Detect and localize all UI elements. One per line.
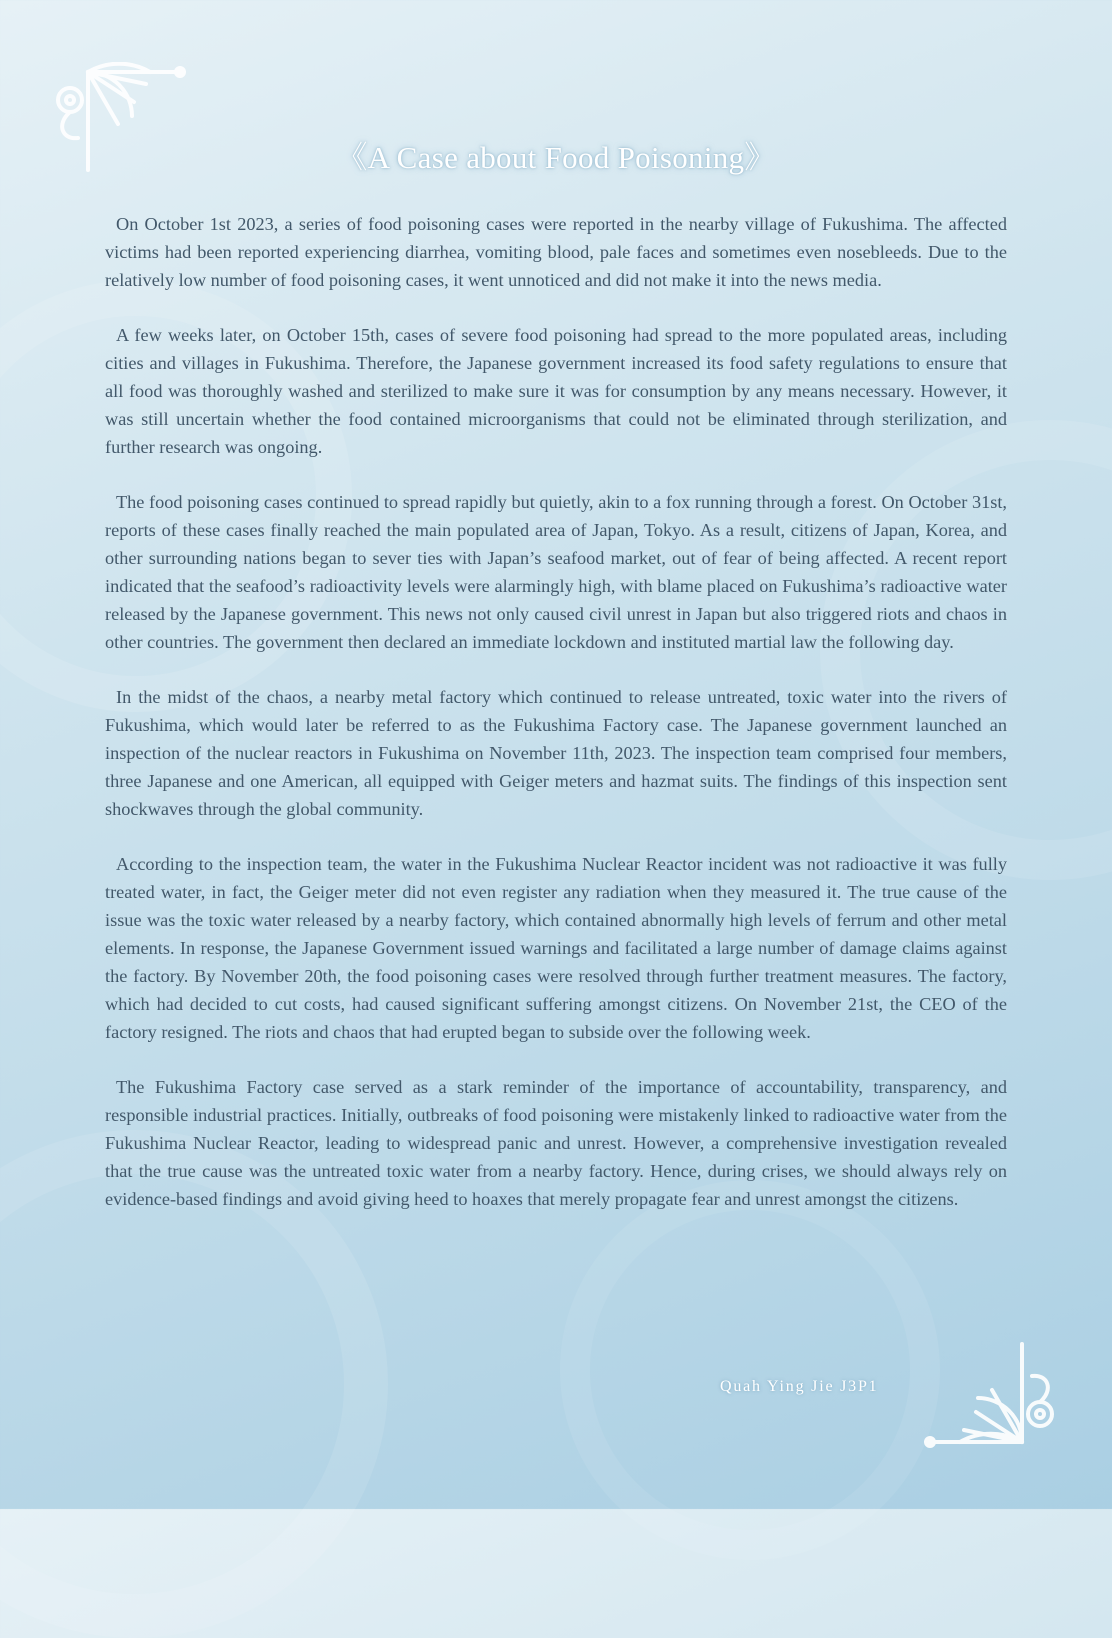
paragraph: In the midst of the chaos, a nearby metal factory which continued to release untreated, toxic water into the rivers of Fukushima, which would later be referred to as the Fukushima Factory case. The Japanese government launched an inspection of the nuclear reactors in Fukushima on November 11th, 2023. The inspection team comprised four members, three Japanese and one American, all equipped with Geiger meters and hazmat suits. The findings of this inspection sent shockwaves through the global community.	[105, 687, 1007, 819]
ornamental-corner-icon	[922, 1340, 1062, 1452]
author-signature: Quah Ying Jie J3P1	[720, 1378, 879, 1395]
paragraph: The food poisoning cases continued to spread rapidly but quietly, akin to a fox running through a forest. On October 31st, reports of these cases finally reached the main populated area of Japan, Tokyo. As a result, citizens of Japan, Korea, and other surrounding nations began to sever ties with Japan’s seafood market, out of fear of being affected. A recent report indicated that the seafood’s radioactivity levels were alarmingly high, with blame placed on Fukushima’s radioactive water released by the Japanese government. This news not only caused civil unrest in Japan but also triggered riots and chaos in other countries. The government then declared an immediate lockdown and instituted martial law the following day.	[105, 492, 1007, 652]
paragraph: The Fukushima Factory case served as a stark reminder of the importance of accountability, transparency, and responsible industrial practices. Initially, outbreaks of food poisoning were mistakenly linked to radioactive water from the Fukushima Nuclear Reactor, leading to widespread panic and unrest. However, a comprehensive investigation revealed that the true cause was the untreated toxic water from a nearby factory. Hence, during crises, we should always rely on evidence-based findings and avoid giving heed to hoaxes that merely propagate fear and unrest amongst the citizens.	[105, 1077, 1007, 1209]
article-body	[105, 210, 1007, 1240]
paragraph: A few weeks later, on October 15th, cases of severe food poisoning had spread to the more populated areas, including cities and villages in Fukushima. Therefore, the Japanese government increased its food safety regulations to ensure that all food was thoroughly washed and sterilized to make sure it was for consumption by any means necessary. However, it was still uncertain whether the food contained microorganisms that could not be eliminated through sterilization, and further research was ongoing.	[105, 325, 1007, 457]
paragraph: According to the inspection team, the water in the Fukushima Nuclear Reactor incident was not radioactive it was fully treated water, in fact, the Geiger meter did not even register any radiation when they measured it. The true cause of the issue was the toxic water released by a nearby factory, which contained abnormally high levels of ferrum and other metal elements. In response, the Japanese Government issued warnings and facilitated a large number of damage claims against the factory. By November 20th, the food poisoning cases were resolved through further treatment measures. The factory, which had decided to cut costs, had caused significant suffering amongst citizens. On November 21st, the CEO of the factory resigned. The riots and chaos that had erupted began to subside over the following week.	[105, 854, 1007, 1042]
page-title: 《A Case about Food Poisoning》	[336, 140, 776, 175]
paragraph: On October 1st 2023, a series of food poisoning cases were reported in the nearby village of Fukushima. The affected victims had been reported experiencing diarrhea, vomiting blood, pale faces and sometimes even nosebleeds. Due to the relatively low number of food poisoning cases, it went unnoticed and did not make it into the news media.	[105, 214, 1007, 290]
